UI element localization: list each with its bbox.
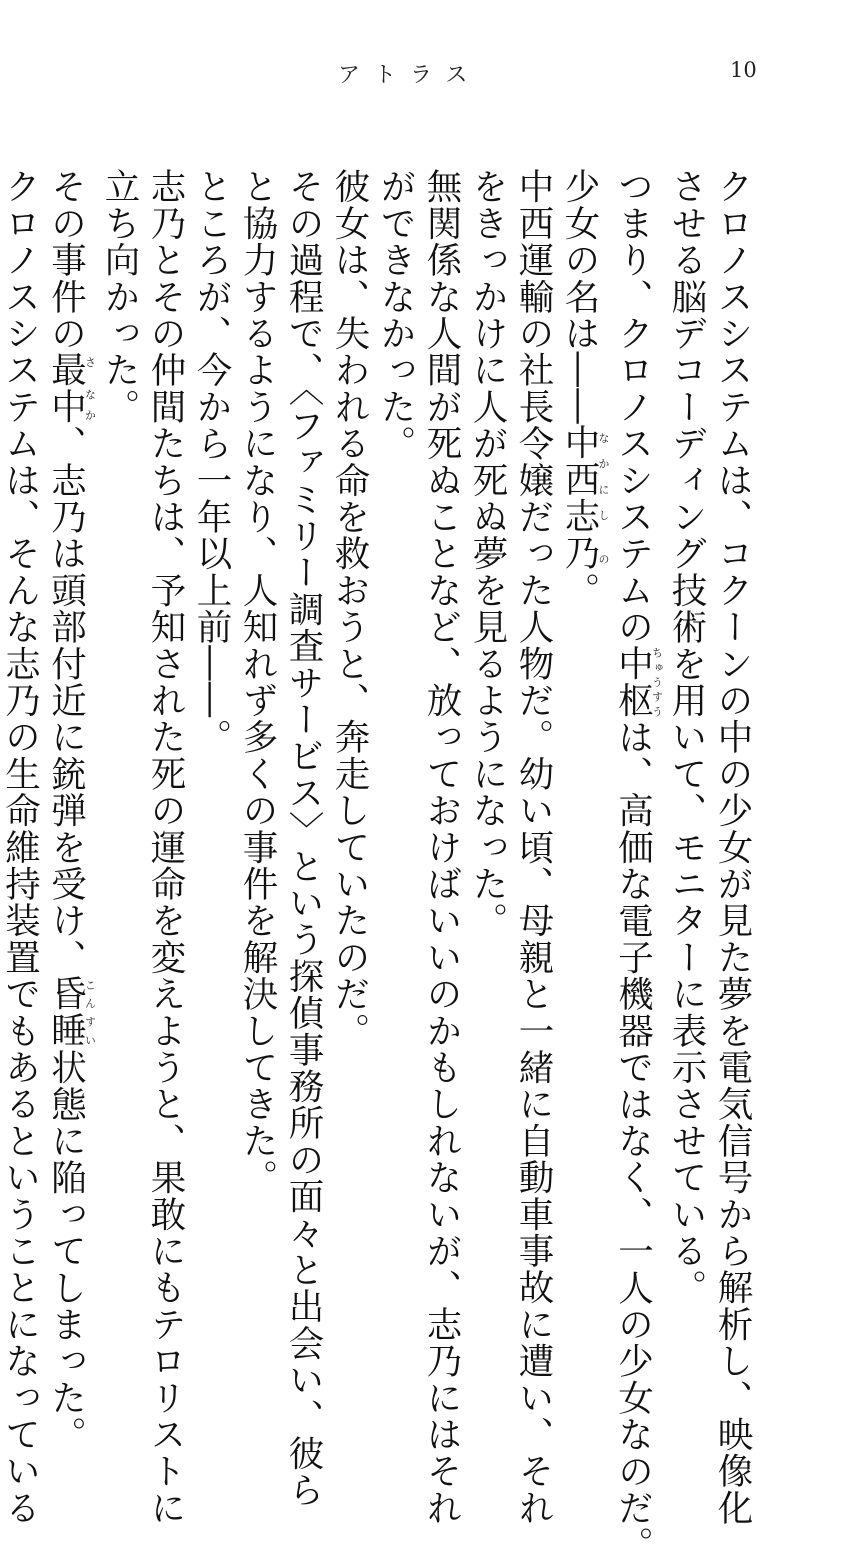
paragraph-5 xyxy=(372,132,464,1526)
ruby-reading: こんすい xyxy=(83,974,97,1049)
text-segment: つまり、クロノスシステムの xyxy=(612,167,654,645)
text-segment: 、志乃は頭部付近に銃弾を受け、 xyxy=(45,424,87,975)
running-title: アトラス xyxy=(338,63,482,88)
ruby-reading: ちゅうすう xyxy=(650,644,664,718)
text-line: クロノスシステムは、コクーンの中の少女が見た夢を電気信号から解析し、映像化 xyxy=(712,167,753,1526)
text-segment: 。 xyxy=(559,571,600,608)
ruby-base: 最中 xyxy=(45,351,87,425)
text-segment: 状態に陥ってしまった。 xyxy=(45,1048,87,1453)
paragraph-10 xyxy=(43,132,97,1453)
ruby-reading: なかにし の xyxy=(597,424,610,572)
ruby-base: 中枢 xyxy=(612,644,654,719)
text-line: 無関係な人間が死ぬことなど、放っておけばいいのかもしれないが、志乃にはそれ xyxy=(421,167,462,1526)
text-line: 彼女は、失われる命を救おうと、奔走していたのだ。 xyxy=(329,167,370,1049)
paragraph-3 xyxy=(556,132,610,1112)
paragraph-11 xyxy=(0,132,43,1526)
text-segment: は、高価な電子機器ではなく、一人の少女なのだ。 xyxy=(612,718,654,1562)
text-line: 中西運輸の社長令嬢だった人物だ。幼い頃、母親と一緒に自動車事故に遭い、それ xyxy=(513,167,554,1526)
text-line: ところが、今から一年以上前――。 xyxy=(191,167,232,755)
page-number: 10 xyxy=(730,58,757,82)
text-line: 立ち向かった。 xyxy=(99,167,140,425)
text-line: をきっかけに人が死ぬ夢を見るようになった。 xyxy=(467,167,508,939)
furigana-sanaka xyxy=(45,351,97,425)
furigana-konsui xyxy=(45,974,97,1049)
text-line: と協力するようになり、人知れず多くの事件を解決してきた。 xyxy=(237,167,278,1196)
paragraph-1 xyxy=(663,132,755,1526)
text-line: ができなかった。 xyxy=(375,167,416,462)
text-line: その過程で、〈ファミリー調査サービス〉という探偵事務所の面々と出会い、彼ら xyxy=(283,167,324,1508)
furigana-chusuu xyxy=(612,644,664,719)
text-line: クロノスシステムは、そんな志乃の生命維持装置でもあるということになっている xyxy=(0,167,41,1526)
text-line: させる脳デコーディング技術を用いて、モニターに表示させている。 xyxy=(666,167,707,1306)
paragraph-4 xyxy=(464,132,556,1526)
text-segment: その事件の xyxy=(45,167,87,351)
text-segment: 少女の名は―― xyxy=(559,167,600,425)
ruby-base: 昏睡 xyxy=(45,974,87,1049)
paragraph-8 xyxy=(188,132,234,1112)
ruby-reading: さ なか xyxy=(83,351,97,425)
text-line: 志乃とその仲間たちは、予知された死の運命を変えようと、果敢にもテロリストに xyxy=(145,167,186,1526)
ruby-base: 中西志乃 xyxy=(559,424,600,572)
paragraph-7 xyxy=(234,132,326,1508)
paragraph-2 xyxy=(610,132,664,1562)
paragraph-9 xyxy=(96,132,188,1526)
furigana-nakanishi-shino xyxy=(559,424,610,572)
vertical-text-body xyxy=(0,132,755,1562)
paragraph-6 xyxy=(326,132,372,1112)
